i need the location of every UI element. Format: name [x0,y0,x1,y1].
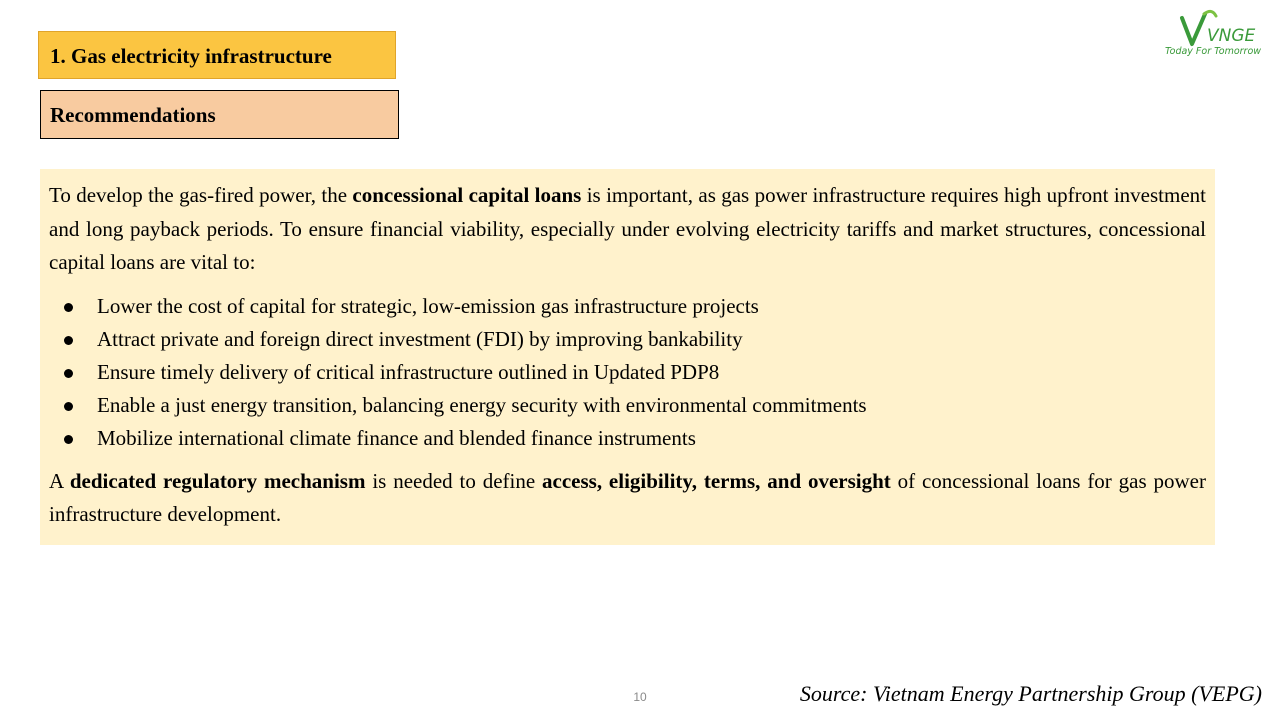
list-item: Attract private and foreign direct investment (FDI) by improving bankability [49,323,1206,356]
intro-paragraph [49,179,1206,280]
section-title: 1. Gas electricity infrastructure [38,31,396,79]
bullet-dot-icon [64,303,73,312]
list-item: Ensure timely delivery of critical infrastructure outlined in Updated PDP8 [49,356,1206,389]
closing-text: A [49,468,70,493]
content-box [40,169,1215,545]
source-citation: Source: Vietnam Energy Partnership Group (VEPG) [799,681,1262,706]
subtitle: Recommendations [40,90,399,139]
bullet-list [49,290,1206,455]
page-number: 10 [633,690,647,704]
intro-highlight: concessional capital loans [352,183,582,207]
bullet-dot-icon [64,402,73,411]
closing-paragraph [49,465,1206,532]
intro-text: is important, as gas power infrastructure requires high upfront investment and long payback periods. To ensure financial viability, especially under evolving electricity tariffs and market structures, concessional capital loans are vital to: [49,183,1206,274]
list-item: Mobilize international climate finance and blended finance instruments [49,422,1206,455]
closing-highlight: access, eligibility, terms, and oversight [542,468,891,493]
bullet-dot-icon [64,336,73,345]
closing-text: is needed to define [365,468,543,493]
list-item: Enable a just energy transition, balancing energy security with environmental commitments [49,389,1206,422]
bullet-dot-icon [64,369,73,378]
logo-tagline: Today For Tomorrow [1165,46,1262,57]
list-item: Lower the cost of capital for strategic, low-emission gas infrastructure projects [49,290,1206,323]
closing-text: of concessional loans for gas power infrastructure development. [49,468,1206,526]
intro-text: To develop the gas-fired power, the [49,183,353,207]
bullet-dot-icon [64,435,73,444]
closing-highlight: dedicated regulatory mechanism [69,468,366,493]
svg-text:VNGE: VNGE [1207,26,1256,46]
